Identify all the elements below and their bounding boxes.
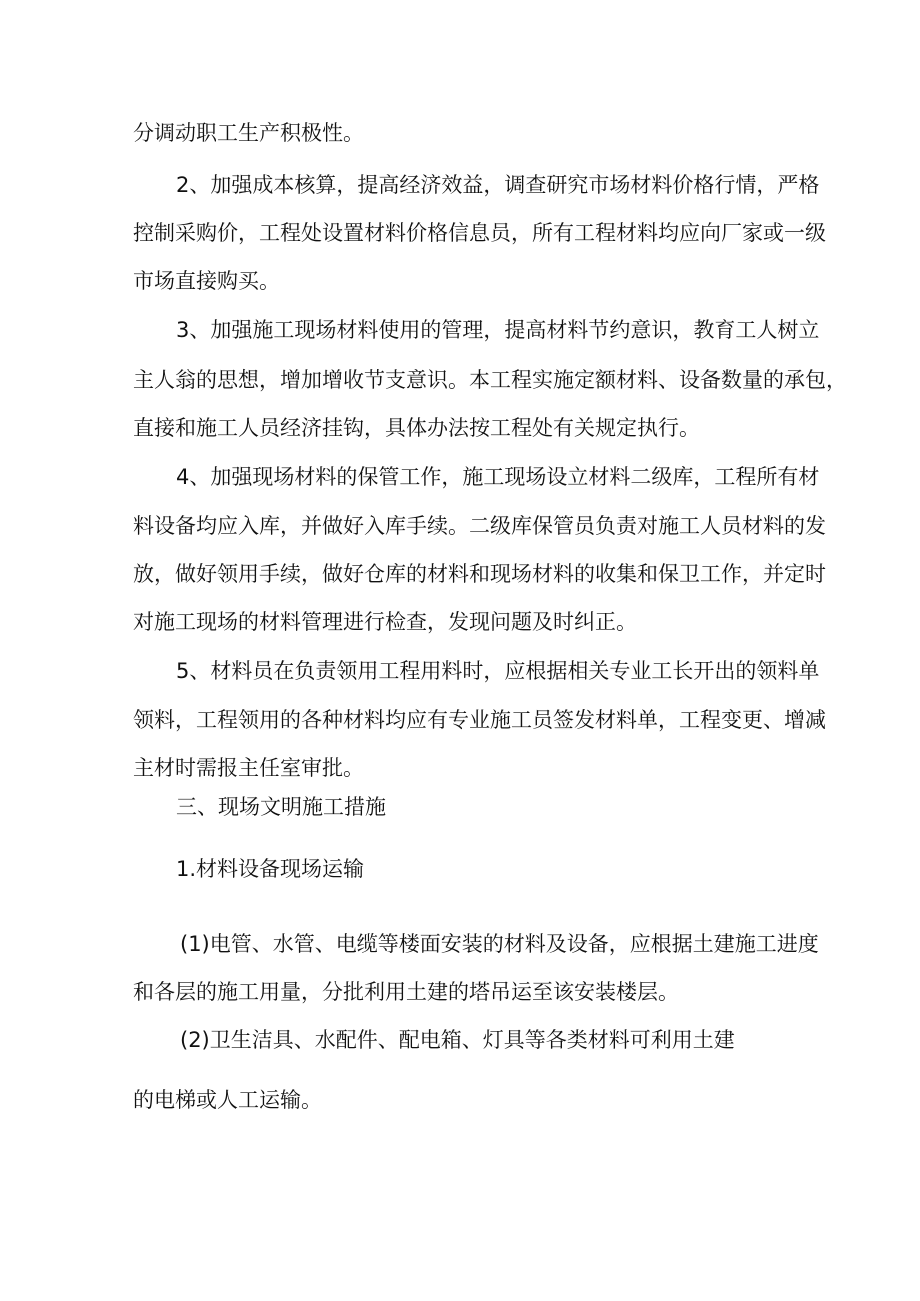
text-line: 2、加强成本核算，提高经济效益，调查研究市场材料价格行情，严格: [176, 173, 820, 197]
text-line: 主材时需报主任室审批。: [133, 756, 364, 780]
text-line: 4、加强现场材料的保管工作，施工现场设立材料二级库，工程所有材: [176, 465, 820, 489]
section-heading: 三、现场文明施工措施: [176, 795, 386, 819]
text-line: 的电梯或人工运输。: [133, 1088, 322, 1112]
subsection-heading: 1.材料设备现场运输: [176, 857, 365, 881]
text-line: 领料，工程领用的各种材料均应有专业施工员签发材料单，工程变更、增减: [133, 708, 826, 732]
text-line: 放，做好领用手续，做好仓库的材料和现场材料的收集和保卫工作，并定时: [133, 562, 826, 586]
text-line: (1)电管、水管、电缆等楼面安装的材料及设备，应根据土建施工进度: [180, 932, 819, 956]
text-line: 3、加强施工现场材料使用的管理，提高材料节约意识，教育工人树立: [176, 318, 820, 342]
text-line: 分调动职工生产积极性。: [133, 121, 364, 145]
text-line: 主人翁的思想，增加增收节支意识。本工程实施定额材料、设备数量的承包，: [133, 368, 847, 392]
text-line: 控制采购价，工程处设置材料价格信息员，所有工程材料均应向厂家或一级: [133, 221, 826, 245]
text-line: 料设备均应入库，并做好入库手续。二级库保管员负责对施工人员材料的发: [133, 514, 826, 538]
text-line: 对施工现场的材料管理进行检查，发现问题及时纠正。: [133, 610, 637, 634]
text-line: 市场直接购买。: [133, 269, 280, 293]
text-line: 直接和施工人员经济挂钩，具体办法按工程处有关规定执行。: [133, 416, 700, 440]
text-line: 和各层的施工用量，分批利用土建的塔吊运至该安装楼层。: [133, 980, 679, 1004]
text-line: (2)卫生洁具、水配件、配电箱、灯具等各类材料可利用土建: [180, 1028, 735, 1052]
text-line: 5、材料员在负责领用工程用料时，应根据相关专业工长开出的领料单: [176, 659, 820, 683]
